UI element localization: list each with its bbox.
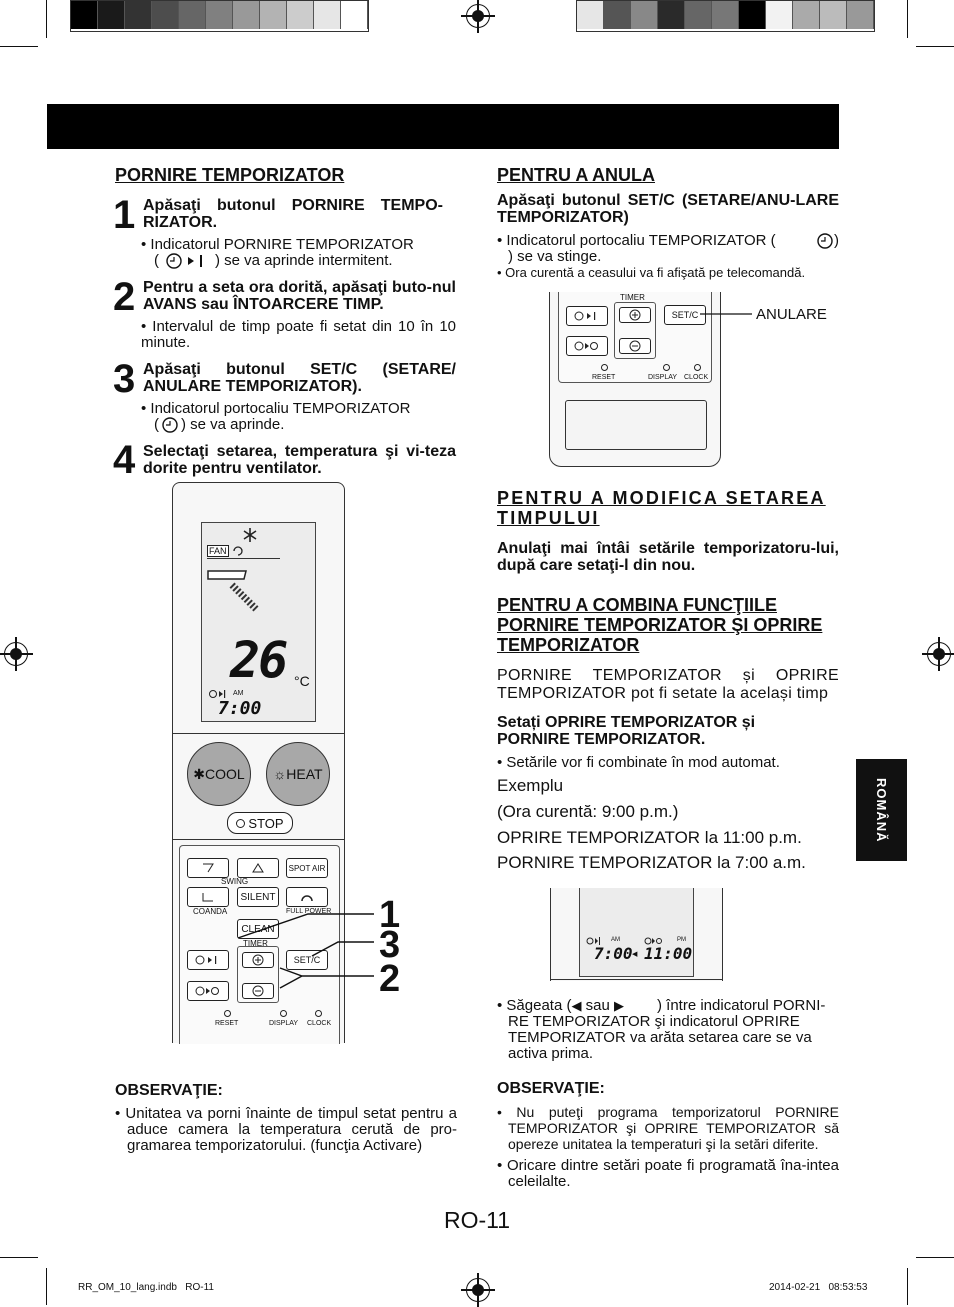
left-arrow-icon: ◀	[632, 951, 638, 958]
arrow-note-text: ) între indicatorul PORNI-RE TEMPORIZATOR şi indicatorul OPRIRE TEMPORIZATOR va arăta setarea care se va activa prima.	[508, 997, 826, 1062]
on-timer-icon	[165, 253, 209, 269]
section-heading-modify: PENTRU A MODIFICA SETAREA TIMPULUI	[497, 488, 826, 528]
off-timer-button[interactable]	[566, 336, 608, 356]
remote-lcd	[201, 522, 316, 722]
cool-label: COOL	[205, 766, 245, 782]
timer-display: 7:00	[218, 698, 262, 719]
temperature-display: 26	[230, 631, 287, 689]
step-text: Pentru a seta ora dorită, apăsaţi buto-nul AVANS sau ÎNTOARCERE TIMP.	[143, 279, 456, 313]
note-heading-right: OBSERVAŢIE:	[497, 1080, 605, 1097]
page-number: RO-11	[444, 1207, 511, 1233]
step-bullet-line	[154, 253, 393, 269]
step-text: Apăsaţi butonul PORNIRE TEMPO-RIZATOR.	[143, 197, 443, 231]
step-text: Apăsaţi butonul SET/C (SETARE/ ANULARE TEMPORIZATOR).	[143, 361, 456, 395]
bullet-text: sau	[581, 997, 614, 1014]
stop-icon	[236, 819, 245, 828]
full-power-button[interactable]	[286, 887, 328, 907]
clock-label: CLOCK	[307, 1020, 332, 1027]
step-number: 3	[113, 357, 136, 401]
combine-text: PORNIRE TEMPORIZATOR și OPRIRE TEMPORIZATOR pot fi setate la același timp	[497, 667, 839, 702]
timer-clock-icon	[161, 417, 179, 433]
swing-vertical-icon	[201, 862, 215, 874]
left-arrow-icon: ◀	[571, 998, 582, 1013]
timer-label: TIMER	[620, 293, 645, 302]
footer-filename: RR_OM_10_lang.indb RO-11	[78, 1282, 214, 1293]
bullet-text: ) se va aprinde intermitent.	[215, 252, 393, 269]
note-heading-left: OBSERVAŢIE:	[115, 1082, 223, 1099]
reset-label: RESET	[215, 1020, 239, 1027]
spot-air-button[interactable]: SPOT AIR	[286, 858, 328, 878]
heat-button[interactable]	[266, 742, 330, 806]
bullet-text: • Săgeata (	[497, 997, 572, 1014]
clock-button[interactable]	[315, 1010, 322, 1017]
swing-label: SWING	[221, 877, 249, 886]
stop-label: STOP	[248, 815, 284, 831]
divider	[551, 979, 722, 980]
full-power-label: FULL POWER	[286, 908, 332, 915]
clock-label: CLOCK	[684, 374, 709, 381]
off-timer-icon	[574, 341, 600, 351]
registration-mark-icon	[466, 4, 490, 28]
reset-label: RESET	[592, 374, 616, 381]
example-on-timer: PORNIRE TEMPORIZATOR la 7:00 a.m.	[497, 853, 806, 872]
section-heading-cancel: PENTRU A ANULA	[497, 165, 655, 185]
lcd-window	[579, 888, 694, 977]
right-arrow-icon: ▶	[614, 998, 624, 1013]
timer-label: TIMER	[243, 939, 268, 948]
example-current-time: (Ora curentă: 9:00 p.m.)	[497, 802, 679, 821]
swing-flap-icon	[204, 567, 274, 617]
remote-divider	[173, 839, 344, 840]
note-text-right-2: • Oricare dintre setări poate fi programată îna-intea celeilalte.	[497, 1157, 839, 1190]
swing-horizontal-button[interactable]	[237, 858, 279, 878]
cancel-bullet-2: • Ora curentă a ceasului va fi afişată pe telecomandă.	[497, 265, 806, 280]
minus-icon	[629, 340, 641, 352]
example-off-timer: OPRIRE TEMPORIZATOR la 11:00 p.m.	[497, 828, 802, 847]
am-indicator: AM	[611, 937, 620, 943]
display-button[interactable]	[280, 1010, 287, 1017]
time-advance-button[interactable]	[619, 307, 651, 323]
callout-lines	[220, 910, 380, 1000]
display-label: DISPLAY	[269, 1020, 299, 1027]
pm-indicator: PM	[677, 937, 686, 943]
clock-button[interactable]	[694, 364, 701, 371]
coanda-icon	[201, 891, 215, 903]
color-bar-right	[576, 0, 875, 32]
coanda-button[interactable]	[187, 887, 229, 907]
header-bar	[47, 104, 839, 149]
note-text-left: • Unitatea va porni înainte de timpul setat pentru a aduce camera la temperatura cerută de pro-gramarea temporizatorului. (funcţia Activare)	[115, 1105, 457, 1154]
coanda-label: COANDA	[193, 907, 228, 916]
bullet-text: ) se va aprinde.	[181, 416, 285, 433]
paren: (	[154, 416, 159, 433]
step-text: Selectaţi setarea, temperatura şi vi-teza dorite pentru ventilator.	[143, 443, 456, 477]
remote-timer-section-illustration	[549, 292, 721, 467]
heat-label: HEAT	[286, 766, 323, 782]
bullet-text: • Indicatorul portocaliu TEMPORIZATOR (	[497, 232, 776, 249]
step-bullet: • Intervalul de timp poate fi setat din 10 în 10 minute.	[141, 318, 456, 351]
step-bullet-line	[154, 417, 284, 433]
set-cancel-button[interactable]: SET/C	[286, 950, 328, 970]
off-timer-icon	[195, 986, 221, 996]
cancel-label: ANULARE	[756, 306, 827, 323]
set-instruction: Setați OPRIRE TEMPORIZATOR și PORNIRE TEMPORIZATOR.	[497, 714, 756, 748]
stop-button[interactable]	[227, 812, 293, 834]
cancel-bullet-cont: ) se va stinge.	[508, 248, 602, 265]
screen-window	[565, 400, 707, 450]
footer-timestamp: 2014-02-21 08:53:53	[769, 1282, 868, 1293]
display-label: DISPLAY	[648, 374, 678, 381]
swing-horizontal-icon	[251, 862, 265, 874]
silent-button[interactable]: SILENT	[237, 887, 279, 907]
lcd-divider	[207, 558, 280, 559]
snowflake-icon: ✱	[193, 765, 206, 782]
reset-button[interactable]	[224, 1010, 231, 1017]
step-bullet: • Indicatorul PORNIRE TEMPORIZATOR	[141, 236, 414, 253]
callout-line	[700, 308, 755, 320]
cool-button[interactable]	[187, 742, 251, 806]
step-number: 1	[113, 193, 136, 237]
example-label: Exemplu	[497, 776, 564, 795]
note-text-right-1: • Nu puteţi programa temporizatorul PORNIRE TEMPORIZATOR şi OPRIRE TEMPORIZATOR să opereze unitatea la temperaturi şi la setări diferite.	[497, 1104, 839, 1152]
section-heading-combine: PENTRU A COMBINA FUNCŢIILE PORNIRE TEMPORIZATOR ŞI OPRIRE TEMPORIZATOR	[497, 595, 823, 655]
on-timer-display: 7:00	[594, 944, 633, 963]
set-cancel-button[interactable]: SET/C	[664, 305, 706, 325]
clean-button[interactable]: CLEAN	[237, 919, 279, 939]
temperature-unit: °C	[294, 673, 310, 689]
off-timer-display: 11:00	[644, 944, 693, 963]
sun-icon: ☼	[273, 766, 287, 782]
timer-clock-icon	[816, 233, 834, 249]
time-back-button[interactable]	[619, 338, 651, 354]
modify-instruction: Anulaţi mai întâi setările temporizatoru-lui, după care setaţi-l din nou.	[497, 540, 839, 574]
full-power-icon	[300, 891, 314, 903]
swing-vertical-button[interactable]	[187, 858, 229, 878]
section-heading-on-timer: PORNIRE TEMPORIZATOR	[115, 165, 345, 185]
step-number: 4	[113, 438, 136, 482]
on-timer-icon	[574, 311, 600, 321]
registration-mark-icon	[4, 642, 28, 666]
color-bar-left	[70, 0, 369, 32]
on-timer-icon	[195, 955, 221, 965]
snowflake-icon	[242, 527, 258, 543]
callout-1: 1	[379, 894, 401, 936]
remote-divider	[173, 733, 344, 734]
callout-3: 3	[379, 924, 401, 966]
am-indicator: AM	[233, 690, 244, 697]
lcd-example-illustration	[550, 888, 723, 981]
set-bullet: • Setările vor fi combinate în mod automat.	[497, 754, 780, 771]
language-tab: ROMÂNĂ	[856, 759, 907, 861]
registration-mark-icon	[927, 642, 951, 666]
registration-mark-icon	[466, 1278, 490, 1302]
fan-auto-icon	[232, 545, 244, 557]
plus-icon	[629, 309, 641, 321]
callout-2: 2	[379, 958, 401, 1000]
reset-button[interactable]	[601, 364, 608, 371]
cancel-instruction: Apăsaţi butonul SET/C (SETARE/ANU-LARE TEMPORIZATOR)	[497, 192, 839, 226]
step-bullet: • Indicatorul portocaliu TEMPORIZATOR	[141, 400, 411, 417]
paren: (	[154, 252, 159, 269]
cancel-bullet-line: • Indicatorul portocaliu TEMPORIZATOR ( )	[497, 232, 839, 249]
display-button[interactable]	[663, 364, 670, 371]
step-number: 2	[113, 275, 136, 319]
on-timer-button[interactable]	[566, 306, 608, 326]
fan-label: FAN	[209, 546, 227, 556]
